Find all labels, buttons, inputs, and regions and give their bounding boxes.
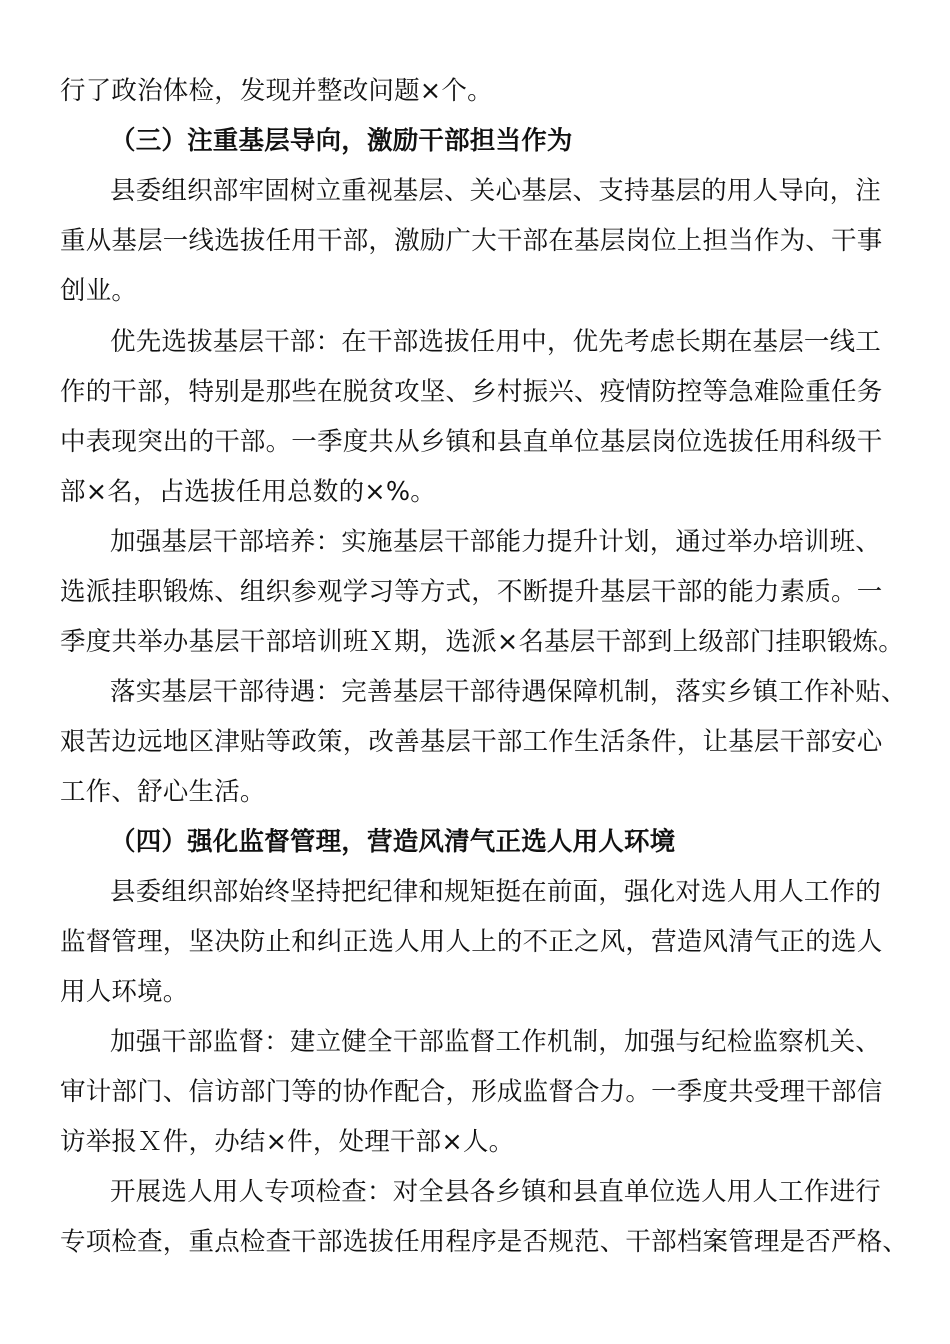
paragraph-line: 用人环境。: [60, 977, 189, 1007]
paragraph-line: 重从基层一线选拔任用干部，激励广大干部在基层岗位上担当作为、干事: [60, 226, 883, 256]
paragraph-line: 开展选人用人专项检查：对全县各乡镇和县直单位选人用人工作进行: [110, 1177, 882, 1207]
paragraph-line: 审计部门、信访部门等的协作配合，形成监督合力。一季度共受理干部信: [60, 1077, 883, 1107]
paragraph-line: 中表现突出的干部。一季度共从乡镇和县直单位基层岗位选拔任用科级干: [60, 427, 883, 457]
paragraph-line: 季度共举办基层干部培训班Ｘ期，选派×名基层干部到上级部门挂职锻炼。: [60, 627, 904, 657]
section-heading-3: （三）注重基层导向，激励干部担当作为: [110, 126, 573, 156]
paragraph-line: 监督管理，坚决防止和纠正选人用人上的不正之风，营造风清气正的选人: [60, 927, 883, 957]
paragraph-line: 部×名，占选拔任用总数的×%。: [60, 477, 436, 507]
paragraph-line: 工作、舒心生活。: [60, 777, 266, 807]
paragraph-line: 县委组织部始终坚持把纪律和规矩挺在前面，强化对选人用人工作的: [110, 877, 882, 907]
paragraph-line: 选派挂职锻炼、组织参观学习等方式，不断提升基层干部的能力素质。一: [60, 577, 883, 607]
paragraph-line: 加强基层干部培养：实施基层干部能力提升计划，通过举办培训班、: [110, 527, 882, 557]
paragraph-line: 作的干部，特别是那些在脱贫攻坚、乡村振兴、疫情防控等急难险重任务: [60, 377, 883, 407]
paragraph-line: 艰苦边远地区津贴等政策，改善基层干部工作生活条件，让基层干部安心: [60, 727, 883, 757]
paragraph-line: 落实基层干部待遇：完善基层干部待遇保障机制，落实乡镇工作补贴、: [110, 677, 907, 707]
paragraph-line: 加强干部监督：建立健全干部监督工作机制，加强与纪检监察机关、: [110, 1027, 882, 1057]
section-heading-4: （四）强化监督管理，营造风清气正选人用人环境: [110, 827, 676, 857]
paragraph-line: 行了政治体检，发现并整改问题×个。: [60, 76, 493, 106]
paragraph-line: 县委组织部牢固树立重视基层、关心基层、支持基层的用人导向，注: [110, 176, 882, 206]
paragraph-line: 访举报Ｘ件，办结×件，处理干部×人。: [60, 1127, 515, 1157]
paragraph-line: 优先选拔基层干部：在干部选拔任用中，优先考虑长期在基层一线工: [110, 327, 882, 357]
paragraph-line: 创业。: [60, 276, 138, 306]
paragraph-line: 专项检查，重点检查干部选拔任用程序是否规范、干部档案管理是否严格、: [60, 1227, 909, 1257]
